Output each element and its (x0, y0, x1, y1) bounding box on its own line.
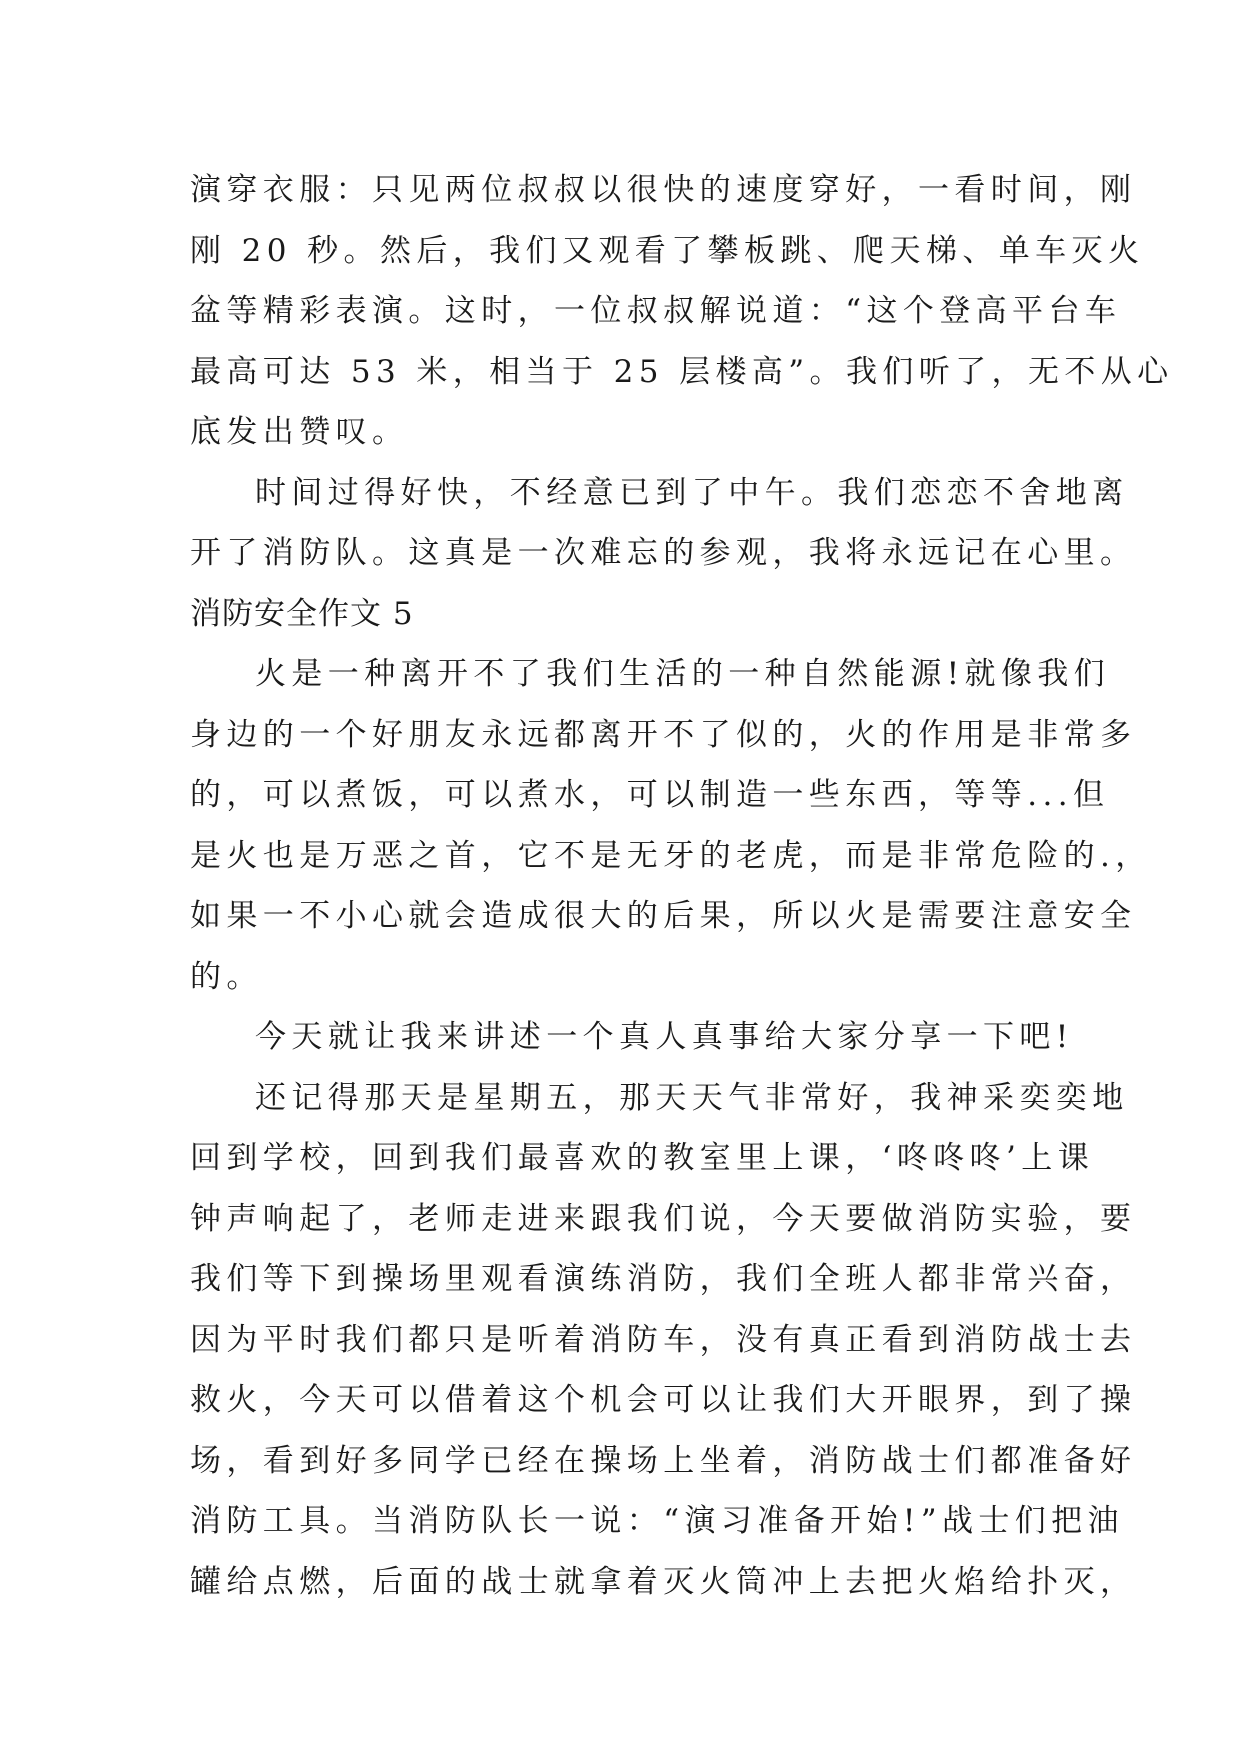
text-line: 演穿衣服：只见两位叔叔以很快的速度穿好，一看时间，刚 (190, 172, 1137, 208)
paragraph-start-line: 火是一种离开不了我们生活的一种自然能源!就像我们 (255, 656, 1111, 692)
document-body (190, 160, 1174, 1612)
text-line: 场，看到好多同学已经在操场上坐着，消防战士们都准备好 (190, 1442, 1137, 1479)
text-line: 刚 20 秒。然后，我们又观看了攀板跳、爬天梯、单车灭火 (190, 232, 1145, 269)
text-line: 消防工具。当消防队长一说：“演习准备开始!”战士们把油 (190, 1503, 1124, 1539)
text-line: 因为平时我们都只是听着消防车，没有真正看到消防战士去 (190, 1321, 1137, 1358)
text-line: 身边的一个好朋友永远都离开不了似的，火的作用是非常多 (190, 716, 1137, 753)
text-line: 救火，今天可以借着这个机会可以让我们大开眼界，到了操 (190, 1382, 1137, 1418)
text-line: 如果一不小心就会造成很大的后果，所以火是需要注意安全 (190, 898, 1137, 934)
paragraph-start-line: 还记得那天是星期五，那天天气非常好，我神采奕奕地 (255, 1079, 1129, 1116)
text-line: 底发出赞叹。 (190, 414, 409, 450)
text-line: 最高可达 53 米，相当于 25 层楼高”。我们听了，无不从心 (190, 353, 1174, 390)
text-line: 开了消防队。这真是一次难忘的参观，我将永远记在心里。 (190, 535, 1137, 571)
text-line: 的，可以煮饭，可以煮水，可以制造一些东西，等等...但 (190, 777, 1110, 813)
text-line: 是火也是万恶之首，它不是无牙的老虎，而是非常危险的.， (190, 837, 1152, 874)
section-heading: 消防安全作文 5 (190, 595, 414, 632)
text-line: 盆等精彩表演。这时，一位叔叔解说道：“这个登高平台车 (190, 293, 1122, 329)
text-line: 回到学校，回到我们最喜欢的教室里上课，‘咚咚咚’上课 (190, 1140, 1095, 1176)
paragraph-start-line: 时间过得好快，不经意已到了中午。我们恋恋不舍地离 (255, 474, 1129, 511)
text-line: 我们等下到操场里观看演练消防，我们全班人都非常兴奋， (190, 1261, 1137, 1297)
paragraph-start-line: 今天就让我来讲述一个真人真事给大家分享一下吧! (255, 1019, 1074, 1055)
text-line: 钟声响起了，老师走进来跟我们说，今天要做消防实验，要 (190, 1200, 1137, 1237)
text-line: 罐给点燃，后面的战士就拿着灭火筒冲上去把火焰给扑灭， (190, 1563, 1137, 1600)
text-line: 的。 (190, 958, 263, 995)
